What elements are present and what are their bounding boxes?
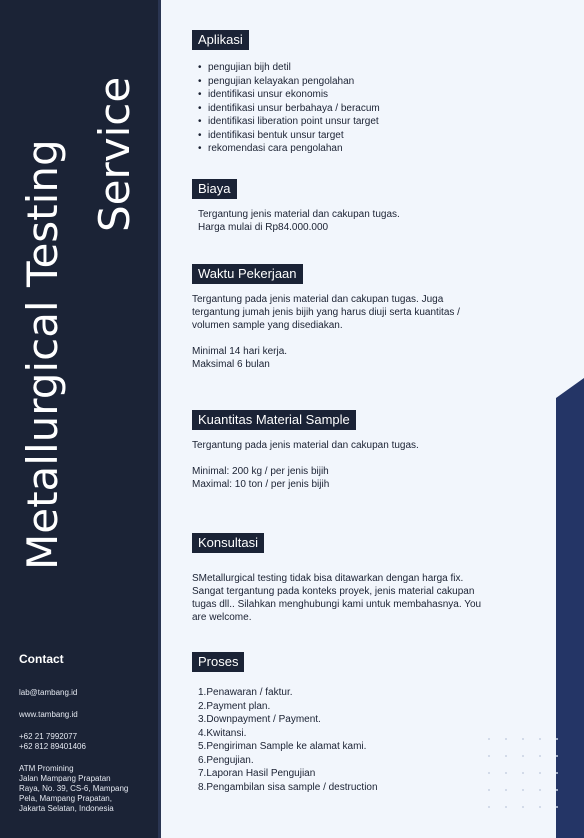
heading-waktu-pekerjaan: Waktu Pekerjaan [192, 264, 303, 284]
waktu-text [192, 293, 492, 371]
list-item: 8.Pengambilan sisa sample / destruction [198, 781, 378, 793]
list-item: 5.Pengiriman Sample ke alamat kami. [198, 741, 367, 752]
sidebar-divider [158, 0, 161, 838]
aplikasi-list [192, 61, 562, 156]
decorative-corner [556, 378, 584, 398]
kuantitas-paragraph: Tergantung pada jenis material dan cakupan tugas. [192, 440, 419, 451]
decorative-dot [522, 806, 524, 808]
list-item: • rekomendasi cara pengolahan [192, 142, 562, 156]
section-waktu-pekerjaan [192, 264, 562, 371]
title-line-1: Metallurgical Testing [18, 139, 67, 570]
list-item: 4.Kwitansi. [198, 727, 247, 739]
heading-aplikasi: Aplikasi [192, 30, 249, 50]
heading-konsultasi: Konsultasi [192, 533, 264, 553]
list-item: 3.Downpayment / Payment. [198, 714, 321, 725]
list-item: • pengujian bijh detil [192, 61, 562, 75]
heading-kuantitas: Kuantitas Material Sample [192, 410, 356, 430]
waktu-max: Maksimal 6 bulan [192, 359, 270, 370]
list-item: • identifikasi unsur berbahaya / beracum [192, 102, 562, 116]
list-item: • identifikasi liberation point unsur target [192, 115, 562, 129]
list-item: 7.Laporan Hasil Pengujian [198, 768, 316, 779]
contact-website[interactable]: www.tambang.id [19, 710, 78, 719]
title-line-2: Service [90, 76, 139, 232]
decorative-dot [539, 806, 541, 808]
heading-biaya: Biaya [192, 179, 237, 199]
section-konsultasi [192, 533, 562, 624]
konsultasi-text [192, 572, 492, 624]
biaya-price: Harga mulai di Rp84.000.000 [198, 222, 329, 233]
list-item: • identifikasi bentuk unsur target [192, 129, 562, 143]
decorative-dot [505, 806, 507, 808]
biaya-text [198, 208, 562, 234]
waktu-paragraph: Tergantung pada jenis material dan cakupan tugas. Juga tergantung jumah jenis bijih yang harus diuji serta kuantitas / volumen sample yang disediakan. [192, 294, 460, 331]
list-item: • identifikasi unsur ekonomis [192, 88, 562, 102]
biaya-line: Tergantung jenis material dan cakupan tugas. [198, 209, 400, 220]
contact-email[interactable]: lab@tambang.id [19, 688, 78, 697]
list-item: 1.Penawaran / faktur. [198, 687, 293, 698]
contact-heading: Contact [19, 652, 64, 666]
decorative-dot [488, 806, 490, 808]
heading-proses: Proses [192, 652, 244, 672]
contact-address-line: Pela, Mampang Prapatan, [19, 794, 112, 803]
waktu-min: Minimal 14 hari kerja. [192, 346, 288, 357]
contact-phone-1: +62 21 7992077 [19, 732, 78, 741]
decorative-dot [556, 806, 558, 808]
sidebar [0, 0, 160, 838]
section-proses [192, 652, 562, 794]
list-item: • pengujian kelayakan pengolahan [192, 75, 562, 89]
proses-steps [198, 686, 562, 794]
konsultasi-paragraph: SMetallurgical testing tidak bisa ditawarkan dengan harga fix. Sangat tergantung pada konteks proyek, jenis material cakupan tugas dll.. Silahkan menghubungi kami untuk membahasnya. You are welcome. [192, 573, 482, 623]
kuantitas-text [192, 439, 562, 491]
contact-phone-2: +62 812 89401406 [19, 742, 86, 751]
kuantitas-min: Minimal: 200 kg / per jenis bijih [192, 466, 329, 477]
list-item: 6.Pengujian. [198, 754, 254, 766]
section-kuantitas [192, 410, 562, 491]
section-biaya [192, 179, 562, 234]
contact-address-line: Jakarta Selatan, Indonesia [19, 804, 114, 813]
vertical-title [18, 60, 142, 580]
contact-address-line: Jalan Mampang Prapatan [19, 774, 111, 783]
contact-company: ATM Promining [19, 764, 74, 773]
kuantitas-max: Maximal: 10 ton / per jenis bijih [192, 479, 330, 490]
list-item: 2.Payment plan. [198, 700, 271, 712]
contact-block [19, 652, 154, 814]
contact-address-line: Raya, No. 39, CS-6, Mampang [19, 784, 129, 793]
section-aplikasi [192, 30, 562, 156]
